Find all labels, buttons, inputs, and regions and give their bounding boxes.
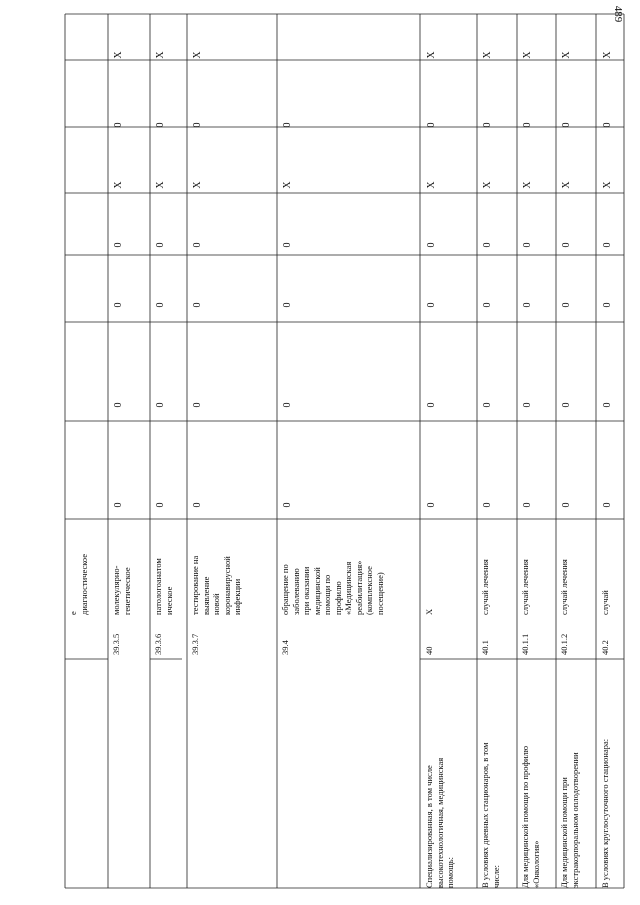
value-cell: Х: [282, 181, 293, 189]
value-cell: Х: [426, 51, 437, 59]
value-cell: 0: [602, 302, 613, 308]
value-cell: Х: [561, 51, 572, 59]
value-cell: 0: [561, 302, 572, 308]
row-unit: случай лечения: [559, 559, 569, 615]
value-cell: Х: [113, 181, 124, 189]
value-cell: 0: [155, 122, 166, 128]
row-code: 40.2: [600, 640, 610, 655]
value-cell: Х: [113, 51, 124, 59]
row-code: 40: [424, 646, 434, 655]
value-cell: 0: [602, 122, 613, 128]
row-code: 39.4: [280, 640, 290, 655]
value-cell: 0: [522, 402, 533, 408]
value-cell: 0: [561, 242, 572, 248]
row-unit: случай лечения: [480, 559, 490, 615]
row-unit: Х: [424, 608, 434, 615]
row-unit: случай: [600, 590, 610, 615]
value-cell: Х: [522, 51, 533, 59]
row-code: 39.3.6: [153, 633, 163, 655]
row-code: 39.3.5: [111, 633, 121, 655]
value-cell: 0: [192, 242, 203, 248]
value-cell: 0: [426, 502, 437, 508]
row-code: 40.1: [480, 640, 490, 655]
value-cell: 0: [482, 402, 493, 408]
value-cell: 0: [426, 402, 437, 408]
value-cell: 0: [192, 502, 203, 508]
value-cell: Х: [155, 51, 166, 59]
value-cell: Х: [192, 51, 203, 59]
row-unit: молекулярно- генетическое: [111, 565, 132, 615]
row-unit: е диагностическое: [68, 553, 89, 615]
value-cell: 0: [282, 502, 293, 508]
row-code: 40.1.2: [559, 633, 569, 655]
value-cell: 0: [192, 122, 203, 128]
row-code: 39.3.7: [190, 633, 200, 655]
value-cell: 0: [602, 402, 613, 408]
value-cell: 0: [561, 402, 572, 408]
value-cell: 0: [113, 502, 124, 508]
value-cell: 0: [113, 302, 124, 308]
value-cell: 0: [282, 122, 293, 128]
value-cell: 0: [113, 242, 124, 248]
value-cell: Х: [482, 51, 493, 59]
value-cell: 0: [192, 402, 203, 408]
value-cell: 0: [602, 502, 613, 508]
value-cell: 0: [602, 242, 613, 248]
value-cell: 0: [155, 502, 166, 508]
value-cell: 0: [113, 402, 124, 408]
row-label: В условиях дневных стационаров, в том числе:: [480, 742, 501, 888]
row-code: 40.1.1: [520, 633, 530, 655]
row-unit: обращение по заболеванию при оказании медицинской помощи по профилю «Медицинская реабилитация» (комплексное посещение): [280, 560, 385, 615]
value-cell: 0: [155, 302, 166, 308]
value-cell: 0: [561, 122, 572, 128]
value-cell: 0: [155, 242, 166, 248]
value-cell: 0: [482, 122, 493, 128]
value-cell: 0: [426, 242, 437, 248]
value-cell: Х: [155, 181, 166, 189]
value-cell: Х: [602, 181, 613, 189]
value-cell: 0: [155, 402, 166, 408]
row-unit: случай лечения: [520, 559, 530, 615]
value-cell: 0: [522, 242, 533, 248]
value-cell: 0: [522, 122, 533, 128]
value-cell: 0: [113, 122, 124, 128]
value-cell: 0: [282, 302, 293, 308]
value-cell: 0: [482, 502, 493, 508]
value-cell: Х: [192, 181, 203, 189]
value-cell: 0: [522, 502, 533, 508]
value-cell: Х: [426, 181, 437, 189]
value-cell: Х: [602, 51, 613, 59]
row-unit: патологоанатом ическое: [153, 558, 174, 615]
value-cell: 0: [561, 502, 572, 508]
value-cell: Х: [561, 181, 572, 189]
value-cell: 0: [482, 302, 493, 308]
row-label: Для медицинской помощи при экстракорпоральном оплодотворении: [559, 752, 580, 888]
row-label: Для медицинской помощи по профилю «Онкология»: [520, 745, 541, 888]
value-cell: 0: [192, 302, 203, 308]
row-label: Специализированная, в том числе высокотехнологичная, медицинская помощь:: [424, 757, 455, 888]
value-cell: 0: [426, 302, 437, 308]
value-cell: 0: [426, 122, 437, 128]
value-cell: 0: [282, 402, 293, 408]
value-cell: 0: [482, 242, 493, 248]
value-cell: Х: [522, 181, 533, 189]
value-cell: 0: [282, 242, 293, 248]
row-label: В условиях круглосуточного стационара:: [600, 738, 610, 888]
page-number: 489: [612, 5, 624, 23]
row-unit: тестирование на выявление новой коронавирусной инфекции: [190, 555, 242, 615]
value-cell: 0: [522, 302, 533, 308]
value-cell: Х: [482, 181, 493, 189]
